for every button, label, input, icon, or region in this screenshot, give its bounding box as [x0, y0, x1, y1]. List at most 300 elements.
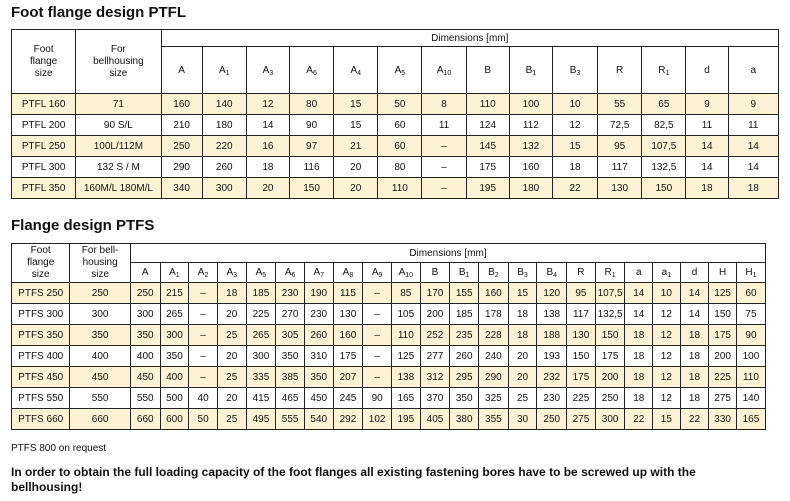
row-size-cell: PTFL 250	[12, 136, 76, 157]
row-value-cell: 25	[217, 409, 246, 430]
dim-header-subscript: 10	[405, 272, 414, 279]
row-value-cell: 110	[466, 94, 509, 115]
dim-header-subscript: 6	[291, 272, 296, 279]
row-value-cell: 11	[686, 115, 728, 136]
row-value-cell: –	[363, 367, 392, 388]
row-value-cell: 145	[466, 136, 509, 157]
row-value-cell: –	[189, 367, 218, 388]
row-value-cell: 20	[508, 346, 537, 367]
dim-header	[625, 263, 653, 283]
row-value-cell: 82,5	[642, 115, 686, 136]
dim-header	[728, 47, 778, 94]
row-value-cell: 25	[508, 388, 537, 409]
ptfs-table	[11, 243, 766, 430]
row-value-cell: 130	[567, 325, 596, 346]
dim-header-symbol: a	[661, 267, 668, 278]
col-bellhousing-size: For bell-housing size	[70, 244, 131, 283]
row-value-cell: 12	[653, 325, 681, 346]
row-value-cell: 370	[420, 388, 450, 409]
row-value-cell: 117	[567, 304, 596, 325]
row-value-cell: 107,5	[642, 136, 686, 157]
col-dimensions: Dimensions [mm]	[161, 30, 778, 47]
row-value-cell: 600	[160, 409, 189, 430]
row-value-cell: 50	[378, 94, 422, 115]
dim-header-symbol: A	[197, 267, 205, 278]
row-value-cell: 20	[334, 178, 378, 199]
dim-header-subscript: 5	[262, 272, 267, 279]
row-value-cell: 18	[625, 388, 653, 409]
row-value-cell: –	[363, 283, 392, 304]
row-value-cell: 138	[391, 367, 420, 388]
row-value-cell: 22	[680, 409, 709, 430]
row-value-cell: 150	[642, 178, 686, 199]
row-value-cell: 125	[391, 346, 420, 367]
row-value-cell: 21	[334, 136, 378, 157]
row-value-cell: 14	[728, 136, 778, 157]
row-value-cell: 110	[378, 178, 422, 199]
row-value-cell: 100	[736, 346, 765, 367]
row-value-cell: 225	[567, 388, 596, 409]
row-value-cell: 55	[598, 94, 642, 115]
row-value-cell: 300	[246, 346, 276, 367]
dim-header-symbol: H	[745, 267, 753, 278]
row-value-cell: 15	[653, 409, 681, 430]
row-value-cell: 450	[304, 388, 333, 409]
row-value-cell: 130	[598, 178, 642, 199]
row-value-cell: 252	[420, 325, 450, 346]
row-value-cell: 97	[290, 136, 334, 157]
row-value-cell: 295	[450, 367, 479, 388]
row-value-cell: 200	[709, 346, 737, 367]
row-value-cell: 9	[686, 94, 728, 115]
row-value-cell: 95	[598, 136, 642, 157]
row-value-cell: 193	[537, 346, 567, 367]
dim-header-subscript: 2	[204, 272, 209, 279]
dim-header	[304, 263, 333, 283]
dim-header	[736, 263, 765, 283]
row-value-cell: 60	[378, 136, 422, 157]
dim-header-symbol: B	[517, 267, 524, 278]
row-value-cell: 22	[625, 409, 653, 430]
row-value-cell: 250	[595, 388, 625, 409]
row-value-cell: 12	[246, 94, 289, 115]
dim-header	[130, 263, 160, 283]
row-value-cell: 235	[450, 325, 479, 346]
row-value-cell: 195	[466, 178, 509, 199]
dim-header	[333, 263, 363, 283]
row-size-cell: PTFS 550	[12, 388, 70, 409]
row-value-cell: 72,5	[598, 115, 642, 136]
row-value-cell: 14	[680, 304, 709, 325]
row-size-cell: PTFS 250	[12, 283, 70, 304]
dim-header-symbol: R	[658, 64, 666, 76]
row-value-cell: 265	[246, 325, 276, 346]
row-size-cell: PTFS 400	[12, 346, 70, 367]
row-bellhousing-cell: 400	[70, 346, 131, 367]
row-value-cell: 150	[290, 178, 334, 199]
row-value-cell: 20	[508, 367, 537, 388]
row-value-cell: 290	[479, 367, 509, 388]
row-bellhousing-cell: 450	[70, 367, 131, 388]
row-value-cell: 18	[508, 325, 537, 346]
row-value-cell: 250	[161, 136, 202, 157]
dim-header	[391, 263, 420, 283]
row-value-cell: 80	[378, 157, 422, 178]
dim-header-symbol: A	[255, 267, 263, 278]
dim-header	[334, 47, 378, 94]
row-value-cell: 90	[290, 115, 334, 136]
row-size-cell: PTFS 300	[12, 304, 70, 325]
row-value-cell: –	[422, 136, 466, 157]
row-value-cell: 350	[304, 367, 333, 388]
dim-header-symbol: R	[604, 267, 612, 278]
row-value-cell: 185	[450, 304, 479, 325]
row-value-cell: 14	[686, 136, 728, 157]
row-value-cell: 105	[391, 304, 420, 325]
dim-header	[508, 263, 537, 283]
row-value-cell: 102	[363, 409, 392, 430]
dim-header	[509, 47, 552, 94]
row-value-cell: 120	[537, 283, 567, 304]
dim-header-symbol: A	[436, 64, 444, 76]
dim-header	[189, 263, 218, 283]
row-value-cell: 110	[736, 367, 765, 388]
row-value-cell: 160	[479, 283, 509, 304]
row-value-cell: 260	[202, 157, 246, 178]
dim-header-symbol: H	[718, 267, 727, 278]
row-value-cell: 180	[509, 178, 552, 199]
dim-header-subscript: 5	[401, 69, 406, 77]
row-value-cell: 25	[217, 367, 246, 388]
table-row	[12, 304, 766, 325]
row-value-cell: 15	[508, 283, 537, 304]
row-value-cell: 14	[246, 115, 289, 136]
row-value-cell: 220	[202, 136, 246, 157]
dim-header	[686, 47, 728, 94]
dim-header-subscript: 8	[349, 272, 354, 279]
row-size-cell: PTFL 300	[12, 157, 76, 178]
row-value-cell: 325	[479, 388, 509, 409]
row-value-cell: 100	[509, 94, 552, 115]
table-row	[12, 94, 779, 115]
dim-header-subscript: 4	[357, 69, 362, 77]
row-size-cell: PTFL 160	[12, 94, 76, 115]
row-value-cell: 95	[567, 283, 596, 304]
row-value-cell: 18	[625, 367, 653, 388]
row-value-cell: 11	[422, 115, 466, 136]
dim-header-subscript: 1	[225, 69, 230, 77]
dim-header	[160, 263, 189, 283]
dim-header	[552, 47, 597, 94]
dim-header-symbol: A	[141, 267, 149, 278]
row-value-cell: –	[189, 304, 218, 325]
table-row	[12, 388, 766, 409]
row-value-cell: 312	[420, 367, 450, 388]
row-value-cell: 115	[333, 283, 363, 304]
row-value-cell: 9	[728, 94, 778, 115]
row-value-cell: 140	[202, 94, 246, 115]
row-value-cell: 18	[680, 388, 709, 409]
row-bellhousing-cell: 132 S / M	[76, 157, 161, 178]
row-value-cell: 380	[450, 409, 479, 430]
row-value-cell: 185	[246, 283, 276, 304]
col-dimensions: Dimensions [mm]	[130, 244, 765, 263]
row-value-cell: 80	[290, 94, 334, 115]
dim-header	[450, 263, 479, 283]
dim-header-subscript: 9	[378, 272, 383, 279]
table-row	[12, 367, 766, 388]
row-value-cell: 350	[160, 346, 189, 367]
row-value-cell: 16	[246, 136, 289, 157]
table-row	[12, 325, 766, 346]
row-value-cell: 12	[552, 115, 597, 136]
dim-header-symbol: A	[306, 64, 313, 76]
col-bellhousing-size: For bellhousing size	[76, 30, 161, 94]
row-value-cell: 290	[161, 157, 202, 178]
row-value-cell: 400	[130, 346, 160, 367]
dim-header-subscript: 6	[312, 69, 317, 77]
row-value-cell: 18	[508, 304, 537, 325]
dim-header	[709, 263, 737, 283]
row-bellhousing-cell: 660	[70, 409, 131, 430]
row-value-cell: 150	[709, 304, 737, 325]
row-value-cell: 170	[420, 283, 450, 304]
row-value-cell: 18	[217, 283, 246, 304]
row-value-cell: 275	[567, 409, 596, 430]
row-value-cell: 175	[595, 346, 625, 367]
row-value-cell: 12	[653, 388, 681, 409]
row-value-cell: 550	[130, 388, 160, 409]
dim-header	[363, 263, 392, 283]
dim-header-subscript: 1	[667, 272, 672, 279]
row-value-cell: 175	[333, 346, 363, 367]
row-value-cell: 90	[363, 388, 392, 409]
row-value-cell: 14	[680, 283, 709, 304]
row-value-cell: 260	[450, 346, 479, 367]
row-value-cell: 385	[276, 367, 305, 388]
row-value-cell: 18	[246, 157, 289, 178]
row-value-cell: 12	[653, 346, 681, 367]
row-value-cell: 300	[130, 304, 160, 325]
row-value-cell: 130	[333, 304, 363, 325]
dim-header-symbol: A	[262, 64, 270, 76]
row-value-cell: 11	[728, 115, 778, 136]
row-value-cell: –	[422, 157, 466, 178]
row-bellhousing-cell: 90 S/L	[76, 115, 161, 136]
dim-header-subscript: 3	[233, 272, 238, 279]
row-value-cell: 495	[246, 409, 276, 430]
table-row	[12, 178, 779, 199]
dim-header-symbol: d	[691, 267, 698, 278]
row-value-cell: –	[363, 304, 392, 325]
row-size-cell: PTFS 660	[12, 409, 70, 430]
row-value-cell: 124	[466, 115, 509, 136]
dim-header-subscript: 7	[320, 272, 325, 279]
row-value-cell: 415	[246, 388, 276, 409]
row-value-cell: 12	[653, 367, 681, 388]
row-value-cell: 400	[160, 367, 189, 388]
row-value-cell: 555	[276, 409, 305, 430]
row-value-cell: 175	[466, 157, 509, 178]
dim-header-subscript: 3	[576, 69, 581, 77]
row-value-cell: 20	[217, 346, 246, 367]
dim-header	[598, 47, 642, 94]
dim-header	[420, 263, 450, 283]
dim-header-subscript: 1	[175, 272, 180, 279]
row-value-cell: 8	[422, 94, 466, 115]
dim-header	[290, 47, 334, 94]
dim-header	[202, 47, 246, 94]
row-value-cell: 60	[378, 115, 422, 136]
row-value-cell: 350	[450, 388, 479, 409]
row-value-cell: 60	[736, 283, 765, 304]
row-bellhousing-cell: 300	[70, 304, 131, 325]
row-value-cell: 10	[653, 283, 681, 304]
table-row	[12, 115, 779, 136]
row-value-cell: 85	[391, 283, 420, 304]
row-value-cell: 207	[333, 367, 363, 388]
row-value-cell: 250	[130, 283, 160, 304]
row-value-cell: –	[422, 178, 466, 199]
row-size-cell: PTFS 450	[12, 367, 70, 388]
row-bellhousing-cell: 160M/L 180M/L	[76, 178, 161, 199]
dim-header	[246, 47, 289, 94]
dim-header-symbol: A	[218, 64, 226, 76]
row-value-cell: 14	[686, 157, 728, 178]
row-value-cell: 188	[537, 325, 567, 346]
dim-header	[246, 263, 276, 283]
note-ptfs-800: PTFS 800 on request	[11, 443, 107, 454]
row-value-cell: 18	[680, 346, 709, 367]
row-value-cell: 260	[304, 325, 333, 346]
row-value-cell: 132	[509, 136, 552, 157]
row-value-cell: 138	[537, 304, 567, 325]
row-value-cell: 65	[642, 94, 686, 115]
dim-header-subscript: 1	[665, 69, 670, 77]
row-value-cell: 190	[304, 283, 333, 304]
dim-header-symbol: R	[616, 64, 624, 76]
row-value-cell: 540	[304, 409, 333, 430]
row-value-cell: 245	[333, 388, 363, 409]
row-value-cell: 18	[680, 325, 709, 346]
row-value-cell: 12	[653, 304, 681, 325]
row-value-cell: –	[189, 346, 218, 367]
ptfs-title: Flange design PTFS	[11, 217, 155, 234]
dim-header-symbol: B	[546, 267, 554, 278]
row-value-cell: 450	[130, 367, 160, 388]
row-value-cell: –	[363, 325, 392, 346]
row-value-cell: 355	[479, 409, 509, 430]
dim-header-subscript: 1	[465, 272, 470, 279]
row-value-cell: 50	[189, 409, 218, 430]
dim-header-subscript: 1	[611, 272, 616, 279]
row-value-cell: 25	[217, 325, 246, 346]
row-value-cell: 110	[391, 325, 420, 346]
dim-header-subscript: 10	[443, 69, 452, 77]
row-value-cell: 275	[709, 388, 737, 409]
row-value-cell: 230	[276, 283, 305, 304]
row-value-cell: 18	[625, 325, 653, 346]
row-size-cell: PTFS 350	[12, 325, 70, 346]
row-value-cell: 160	[333, 325, 363, 346]
row-value-cell: 165	[391, 388, 420, 409]
dim-header	[217, 263, 246, 283]
row-value-cell: 225	[246, 304, 276, 325]
row-value-cell: 155	[450, 283, 479, 304]
row-value-cell: 132,5	[642, 157, 686, 178]
row-bellhousing-cell: 250	[70, 283, 131, 304]
dim-header-subscript: 1	[752, 272, 757, 279]
row-value-cell: 10	[552, 94, 597, 115]
row-value-cell: 230	[304, 304, 333, 325]
ptfl-title: Foot flange design PTFL	[11, 4, 186, 21]
row-value-cell: 18	[552, 157, 597, 178]
dim-header	[422, 47, 466, 94]
dim-header-subscript: 3	[269, 69, 274, 77]
dim-header	[378, 47, 422, 94]
row-value-cell: 250	[537, 409, 567, 430]
row-value-cell: 265	[160, 304, 189, 325]
row-value-cell: 160	[509, 157, 552, 178]
row-value-cell: 195	[391, 409, 420, 430]
dim-header-subscript: 3	[523, 272, 528, 279]
table-row	[12, 136, 779, 157]
row-bellhousing-cell: 71	[76, 94, 161, 115]
row-value-cell: 140	[736, 388, 765, 409]
row-value-cell: 150	[595, 325, 625, 346]
table-row	[12, 157, 779, 178]
dim-header-symbol: B	[431, 267, 439, 278]
dim-header-symbol: A	[178, 64, 185, 76]
dim-header	[595, 263, 625, 283]
row-value-cell: 500	[160, 388, 189, 409]
row-value-cell: 228	[479, 325, 509, 346]
row-value-cell: 277	[420, 346, 450, 367]
row-value-cell: 18	[728, 178, 778, 199]
row-value-cell: –	[363, 346, 392, 367]
row-value-cell: 15	[334, 115, 378, 136]
row-bellhousing-cell: 550	[70, 388, 131, 409]
row-value-cell: 18	[680, 367, 709, 388]
row-value-cell: 175	[567, 367, 596, 388]
dim-header-subscript: 4	[553, 272, 558, 279]
row-value-cell: 178	[479, 304, 509, 325]
row-value-cell: 270	[276, 304, 305, 325]
row-value-cell: 18	[625, 346, 653, 367]
row-value-cell: 90	[736, 325, 765, 346]
row-size-cell: PTFL 350	[12, 178, 76, 199]
dim-header-symbol: B	[525, 64, 533, 76]
row-value-cell: 112	[509, 115, 552, 136]
dim-header-symbol: A	[342, 267, 350, 278]
row-value-cell: 22	[552, 178, 597, 199]
row-bellhousing-cell: 350	[70, 325, 131, 346]
dim-header-symbol: B	[484, 64, 492, 76]
row-value-cell: 14	[728, 157, 778, 178]
row-value-cell: 107,5	[595, 283, 625, 304]
dim-header-subscript: 2	[494, 272, 499, 279]
row-value-cell: 300	[202, 178, 246, 199]
row-value-cell: 230	[537, 388, 567, 409]
dim-header	[466, 47, 509, 94]
row-value-cell: 240	[479, 346, 509, 367]
row-value-cell: 330	[709, 409, 737, 430]
dim-header-symbol: A	[313, 267, 321, 278]
col-foot-flange-size: Foot flange size	[12, 244, 70, 283]
row-value-cell: 305	[276, 325, 305, 346]
row-value-cell: 310	[304, 346, 333, 367]
ptfl-table	[11, 29, 779, 199]
